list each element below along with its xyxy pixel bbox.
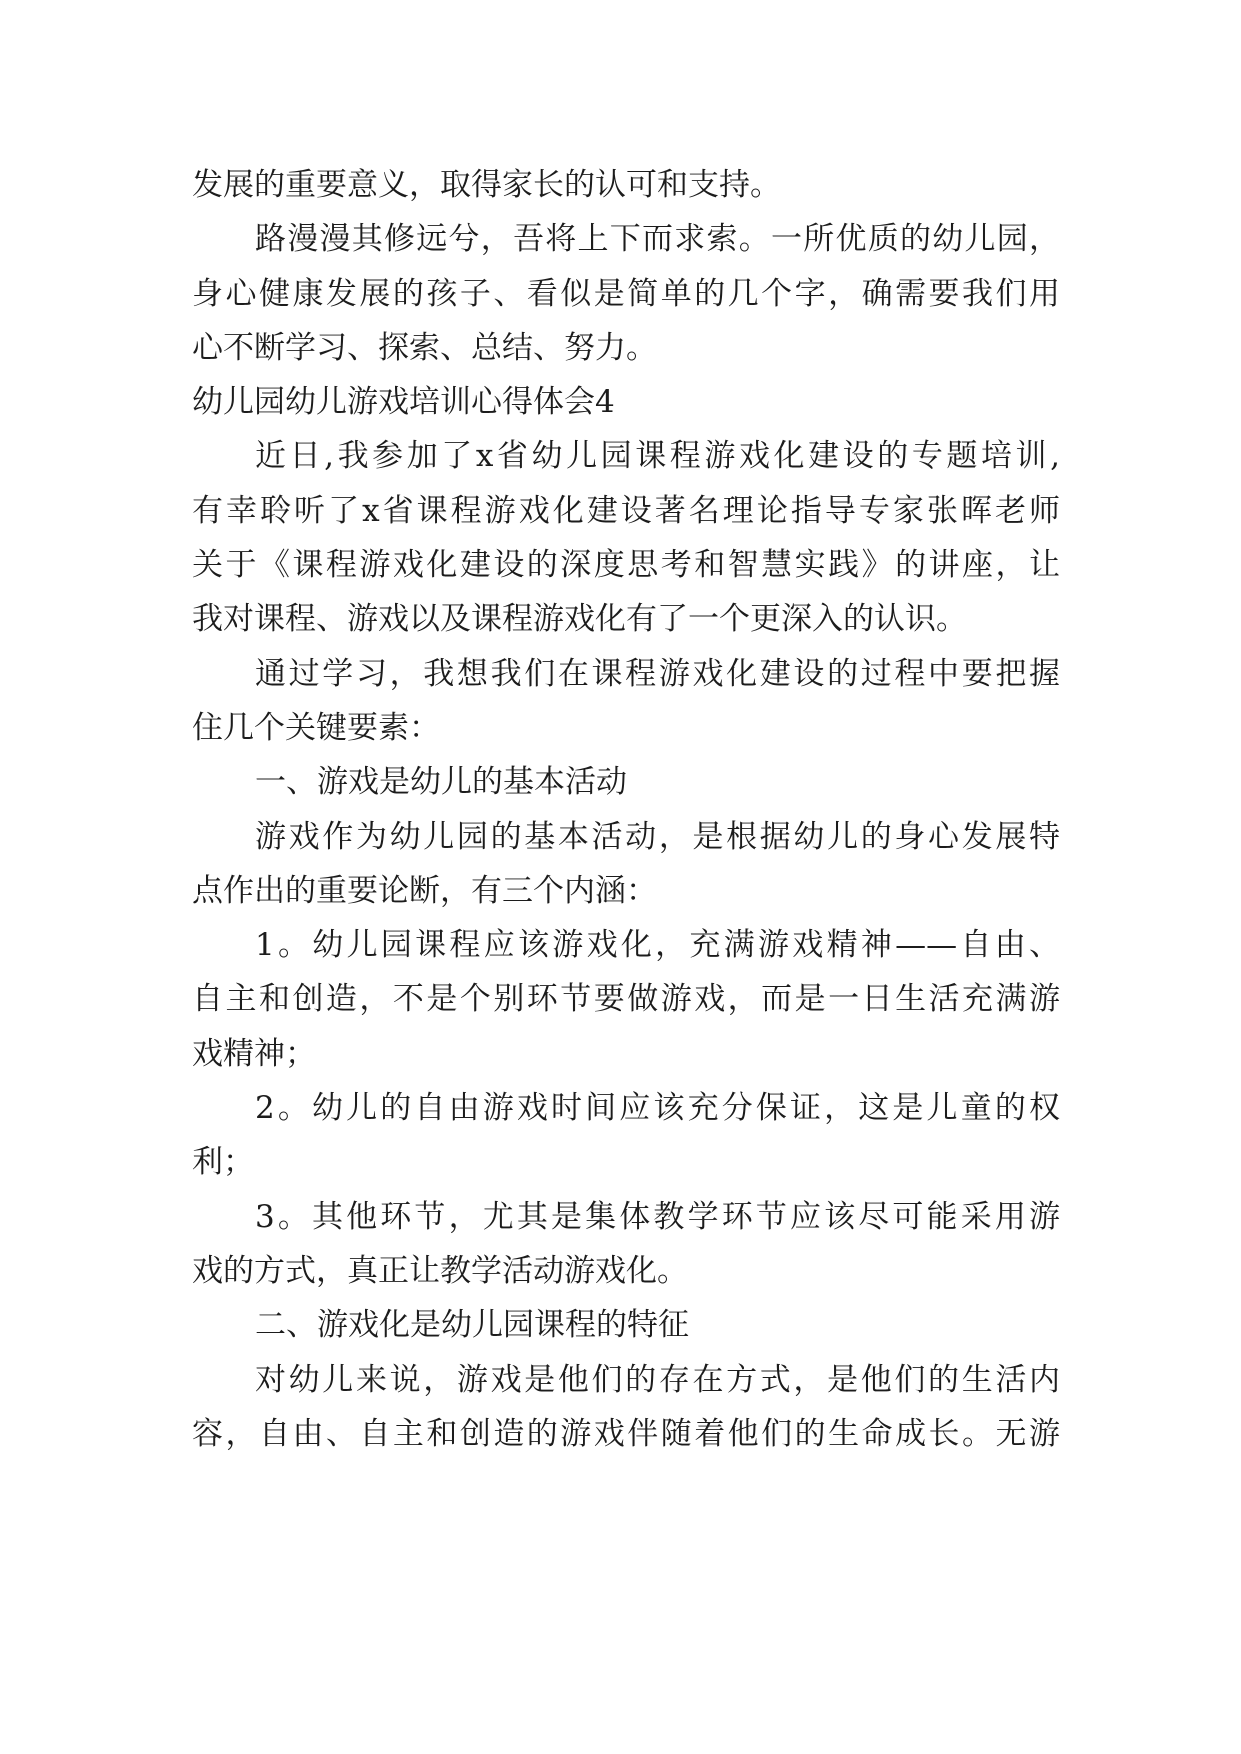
text-line: 利； — [192, 1144, 254, 1181]
text-line: 通过学习，我想我们在课程游戏化建设的过程中要把握 — [255, 655, 1060, 692]
text-line: 游戏作为幼儿园的基本活动，是根据幼儿的身心发展特 — [255, 818, 1060, 855]
text-line: 发展的重要意义，取得家长的认可和支持。 — [192, 167, 781, 203]
text-line: 心不断学习、探索、总结、努力。 — [192, 329, 657, 366]
text-line: 关于《课程游戏化建设的深度思考和智慧实践》的讲座，让 — [192, 547, 1060, 584]
text-line: 容，自由、自主和创造的游戏伴随着他们的生命成长。无游 — [192, 1415, 1060, 1452]
text-line: 戏的方式，真正让教学活动游戏化。 — [192, 1252, 688, 1289]
text-line: 2。幼儿的自由游戏时间应该充分保证，这是儿童的权 — [255, 1090, 1060, 1127]
text-line: 路漫漫其修远兮，吾将上下而求索。一所优质的幼儿园， — [255, 221, 1060, 258]
text-line: 对幼儿来说，游戏是他们的存在方式，是他们的生活内 — [255, 1361, 1060, 1398]
text-line: 有幸聆听了x省课程游戏化建设著名理论指导专家张晖老师 — [192, 492, 1060, 529]
text-line: 住几个关键要素： — [192, 709, 440, 746]
text-line: 一、游戏是幼儿的基本活动 — [255, 764, 627, 801]
text-line: 近日,我参加了x省幼儿园课程游戏化建设的专题培训, — [255, 438, 1060, 475]
text-line: 身心健康发展的孩子、看似是简单的几个字，确需要我们用 — [192, 275, 1060, 312]
text-line: 1。幼儿园课程应该游戏化，充满游戏精神——自由、 — [255, 927, 1060, 964]
text-line: 自主和创造，不是个别环节要做游戏，而是一日生活充满游 — [192, 981, 1060, 1018]
text-line: 点作出的重要论断，有三个内涵： — [192, 872, 657, 909]
text-line: 3。其他环节，尤其是集体教学环节应该尽可能采用游 — [255, 1198, 1060, 1235]
text-line: 二、游戏化是幼儿园课程的特征 — [255, 1307, 689, 1344]
document-body — [192, 158, 1060, 1461]
text-line: 幼儿园幼儿游戏培训心得体会4 — [192, 384, 615, 421]
text-line: 我对课程、游戏以及课程游戏化有了一个更深入的认识。 — [192, 601, 967, 638]
text-line: 戏精神； — [192, 1035, 316, 1072]
